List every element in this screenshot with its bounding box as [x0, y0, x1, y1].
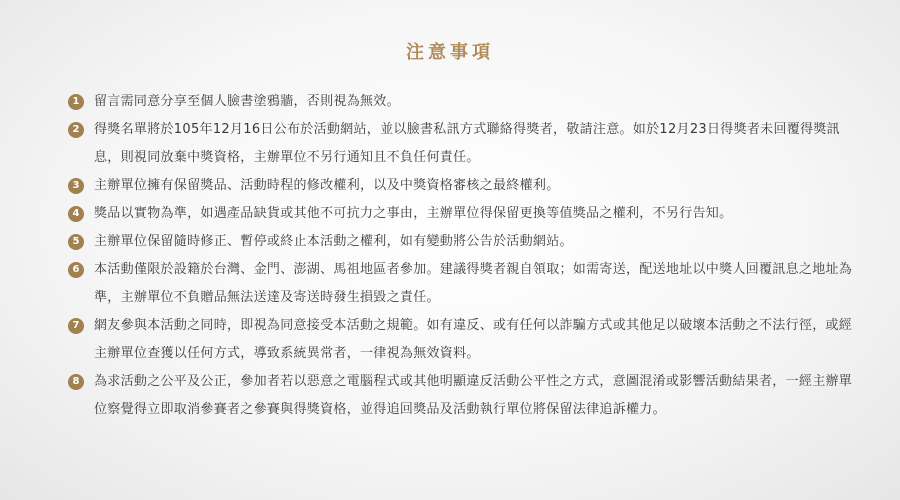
item-text: 獎品以實物為準，如遇產品缺貨或其他不可抗力之事由，主辦單位得保留更換等值獎品之權利，不另行告知。 — [94, 206, 733, 221]
list-item — [68, 312, 858, 368]
list-item — [68, 172, 858, 200]
item-text: 為求活動之公平及公正，參加者若以惡意之電腦程式或其他明顯違反活動公平性之方式，意圖混淆或影響活動結果者，一經主辦單位察覺得立即取消參賽者之參賽與得獎資格，並得追回獎品及活動執行單位將保留法律追訴權力。 — [94, 374, 853, 417]
list-item — [68, 200, 858, 228]
list-item — [68, 256, 858, 312]
number-badge-icon: 7 — [68, 318, 84, 334]
number-badge-icon: 6 — [68, 262, 84, 278]
item-text: 本活動僅限於設籍於台灣、金門、澎湖、馬祖地區者參加。建議得獎者親自領取；如需寄送，配送地址以中獎人回覆訊息之地址為準，主辦單位不負贈品無法送達及寄送時發生損毀之責任。 — [94, 262, 853, 305]
item-text: 得獎名單將於105年12月16日公布於活動網站，並以臉書私訊方式聯絡得獎者，敬請注意。如於12月23日得獎者未回覆得獎訊息，則視同放棄中獎資格，主辦單位不另行通知且不負任何責任。 — [94, 122, 840, 165]
item-text: 主辦單位擁有保留獎品、活動時程的修改權利，以及中獎資格審核之最終權利。 — [94, 178, 560, 193]
number-badge-icon: 5 — [68, 234, 84, 250]
list-item — [68, 116, 858, 172]
list-item — [68, 368, 858, 424]
number-badge-icon: 2 — [68, 122, 84, 138]
notice-title: 注意事項 — [406, 42, 494, 63]
item-text: 留言需同意分享至個人臉書塗鴉牆，否則視為無效。 — [94, 94, 400, 109]
notice-list — [68, 88, 858, 424]
number-badge-icon: 3 — [68, 178, 84, 194]
list-item — [68, 88, 858, 116]
list-item — [68, 228, 858, 256]
number-badge-icon: 4 — [68, 206, 84, 222]
number-badge-icon: 8 — [68, 374, 84, 390]
item-text: 網友參與本活動之同時，即視為同意接受本活動之規範。如有違反、或有任何以詐騙方式或其他足以破壞本活動之不法行徑，或經主辦單位查獲以任何方式，導致系統異常者，一律視為無效資料。 — [94, 318, 853, 361]
number-badge-icon: 1 — [68, 94, 84, 110]
item-text: 主辦單位保留隨時修正、暫停或終止本活動之權利，如有變動將公告於活動網站。 — [94, 234, 573, 249]
